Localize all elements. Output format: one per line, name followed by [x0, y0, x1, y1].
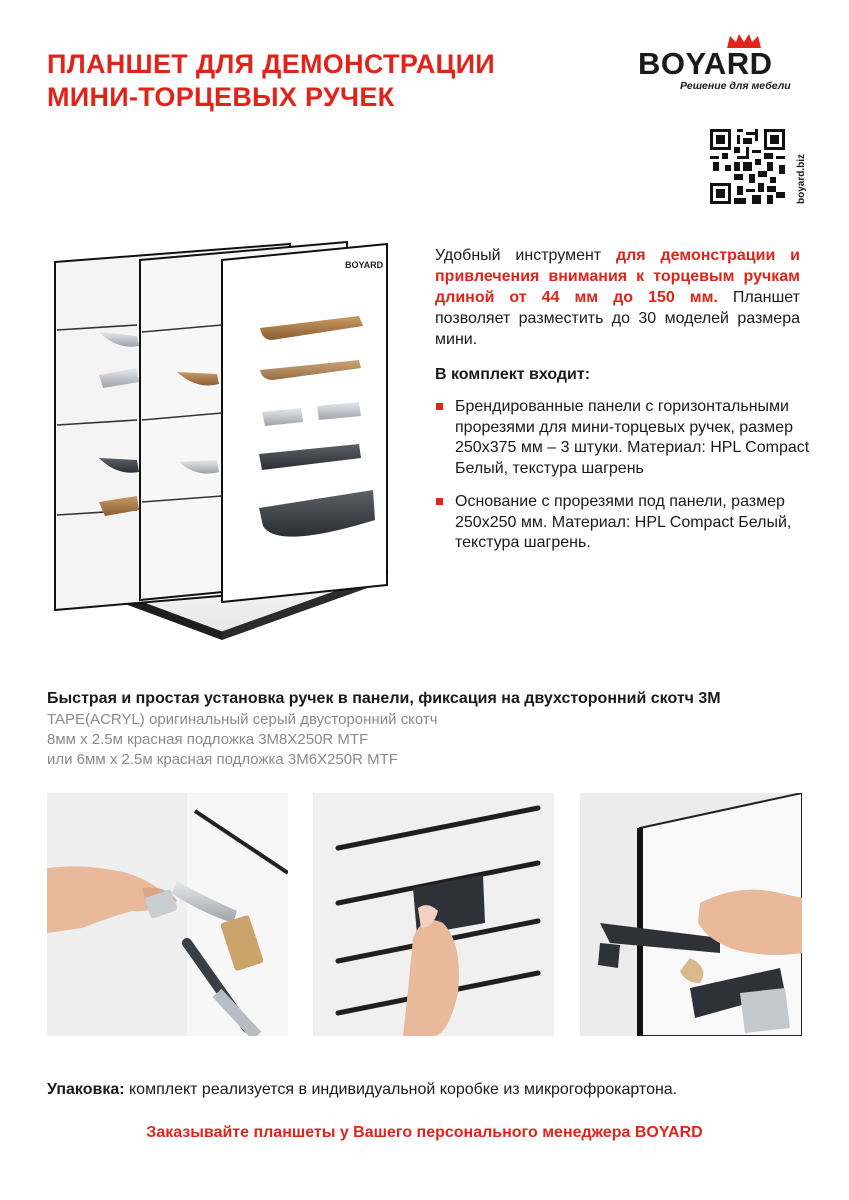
qr-code-icon	[710, 128, 785, 205]
installation-tape-6mm-line: или 6мм х 2.5м красная подложка 3M6X250R MTF	[47, 751, 398, 768]
page-title	[47, 48, 607, 114]
bullet-square-icon	[436, 403, 443, 410]
description-highlight: для демонстрации и привлечения внимания к торцевым ручкам длиной от 44 мм до 150 мм.	[435, 247, 800, 306]
list-item	[435, 492, 810, 554]
call-to-action: Заказывайте планшеты у Вашего персонального менеджера BOYARD	[146, 1124, 703, 1141]
installation-tape-8mm-line: 8мм х 2.5м красная подложка 3M8X250R MTF	[47, 731, 369, 748]
title-line-1: ПЛАНШЕТ ДЛЯ ДЕМОНСТРАЦИИ	[47, 49, 495, 79]
brand-name: BOYARD	[638, 46, 773, 81]
description-rest: Планшет позволяет разместить до 30 моделей размера мини.	[435, 289, 800, 348]
brand-tagline: Решение для мебели	[680, 80, 791, 92]
kit-item-base: Основание с прорезями под панели, размер 250х250 мм. Материал: HPL Compact Белый, текстура шагрень.	[455, 493, 792, 551]
product-stand-illustration	[47, 240, 422, 645]
install-photo-2	[313, 793, 554, 1036]
packaging-note	[47, 1080, 817, 1100]
svg-text:BOYARD: BOYARD	[345, 260, 384, 270]
list-item	[435, 397, 810, 479]
website-label: boyard.biz	[796, 153, 807, 204]
description-intro: Удобный инструмент	[435, 247, 616, 264]
brand-logo	[638, 34, 798, 94]
installation-heading: Быстрая и простая установка ручек в панели, фиксация на двухсторонний скотч 3М	[47, 690, 721, 707]
title-line-2: МИНИ-ТОРЦЕВЫХ РУЧЕК	[47, 82, 395, 112]
bullet-square-icon	[436, 498, 443, 505]
packaging-label: Упаковка:	[47, 1081, 125, 1098]
install-photo-3	[580, 793, 802, 1036]
installation-tape-line: TAPE(ACRYL) оригинальный серый двусторонний скотч	[47, 711, 438, 728]
packaging-text: комплект реализуется в индивидуальной коробке из микрогофрокартона.	[124, 1081, 678, 1098]
kit-list	[435, 397, 810, 567]
kit-item-panels: Брендированные панели с горизонтальными прорезями для мини-торцевых ручек, размер 250х375 мм – 3 штуки. Материал: HPL Compact Белый, текстура шагрень	[455, 398, 810, 477]
kit-title: В комплект входит:	[435, 366, 591, 383]
install-photo-1	[47, 793, 288, 1036]
product-description	[435, 245, 800, 350]
